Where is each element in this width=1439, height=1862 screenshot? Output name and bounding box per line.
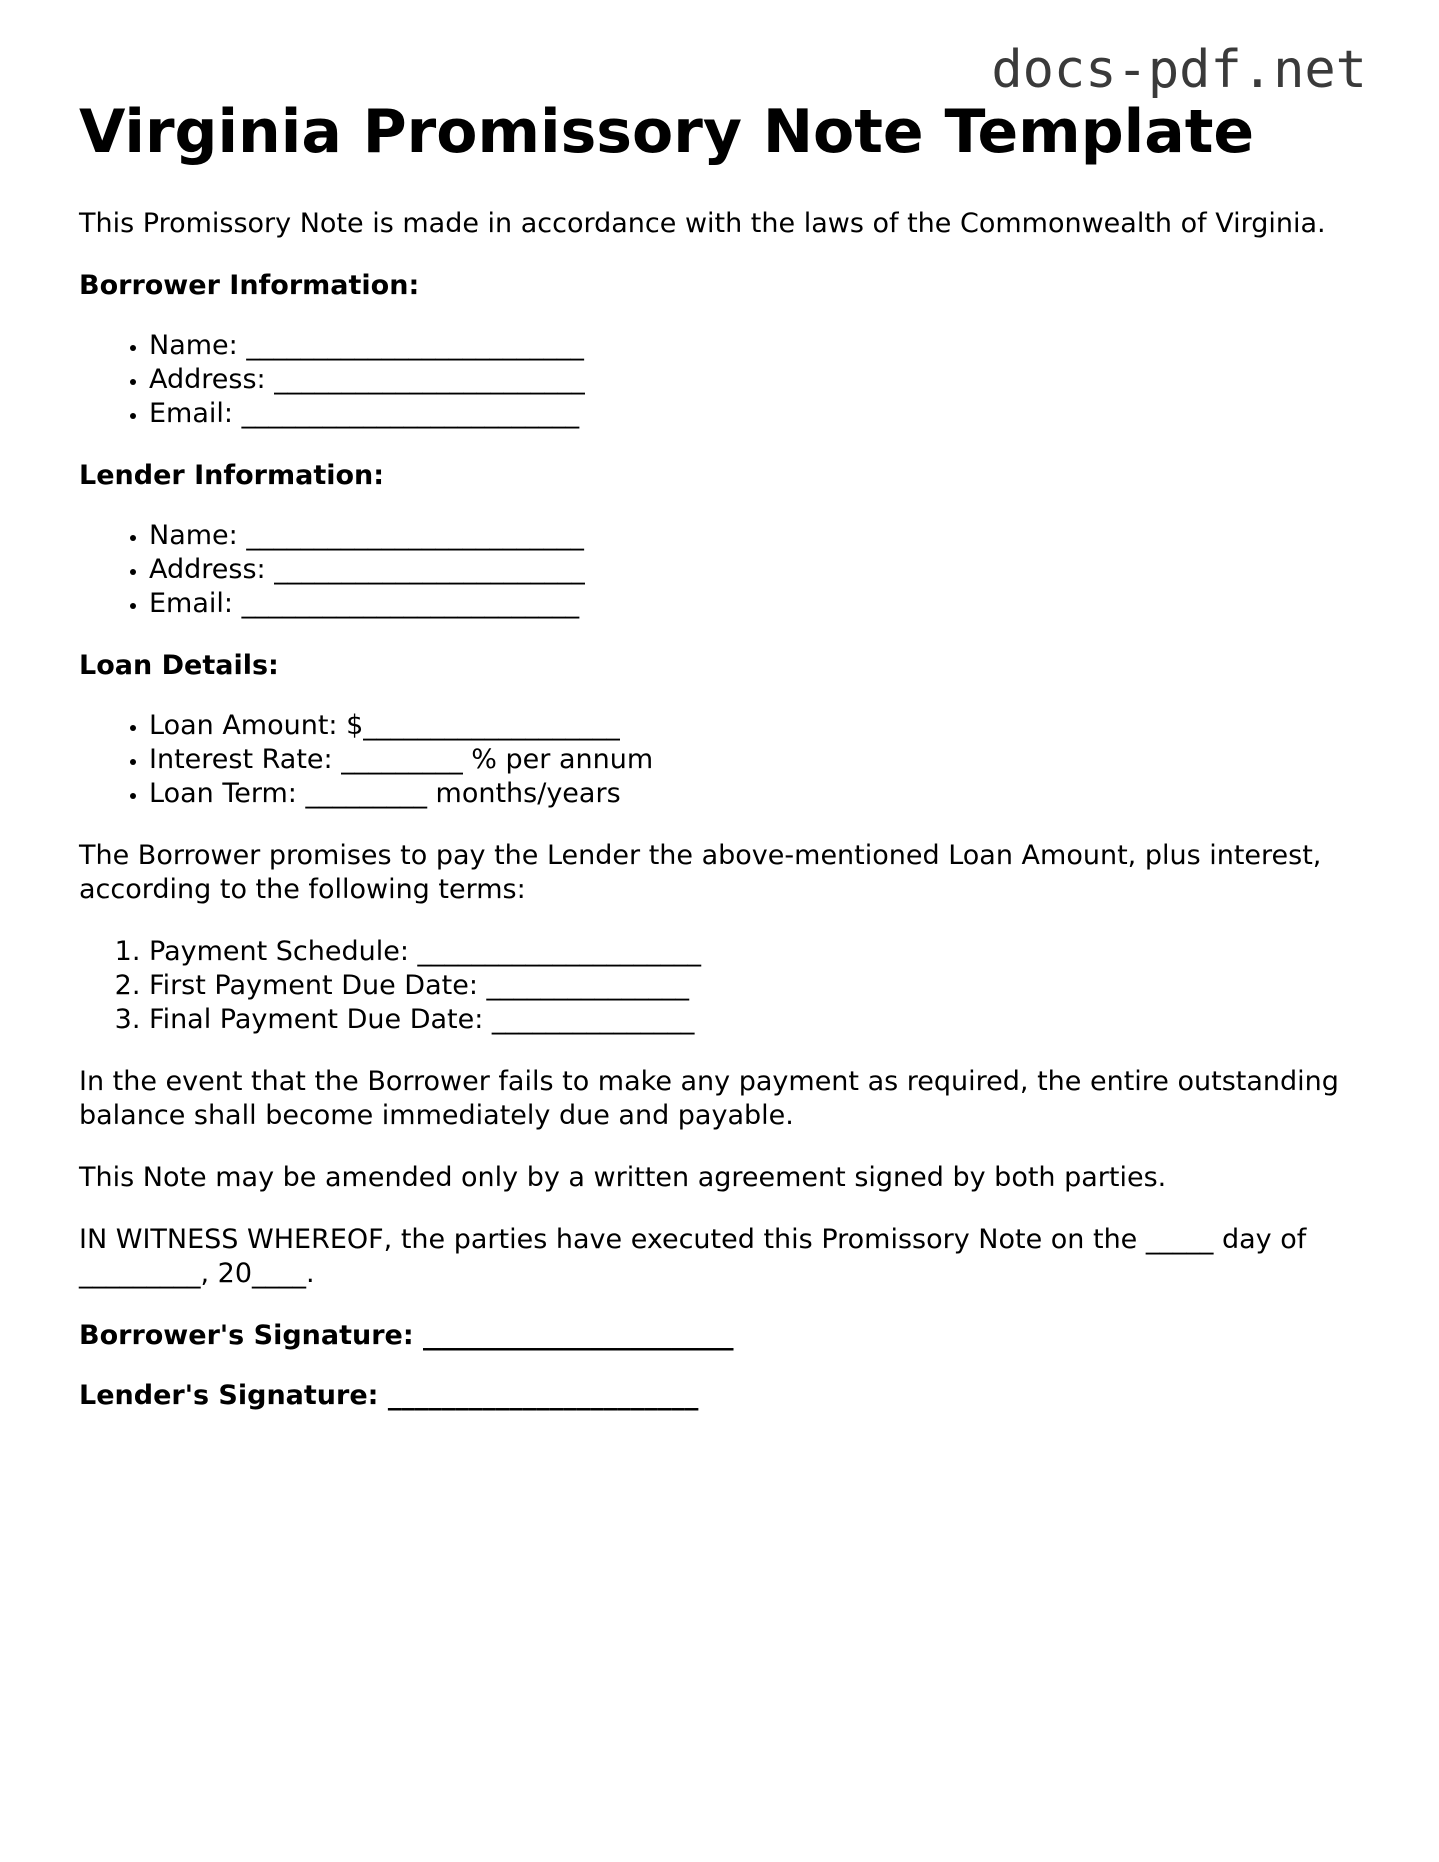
borrower-info-list <box>79 329 1369 431</box>
borrower-signature-line: Borrower's Signature: _______________________ <box>79 1320 734 1351</box>
loan-details-list <box>79 709 1369 811</box>
amendment-clause: This Note may be amended only by a written agreement signed by both parties. <box>79 1162 1167 1193</box>
loan-amount-field: • Loan Amount: $___________________ <box>149 709 1369 743</box>
borrower-email-field: • Email: _________________________ <box>149 397 1369 431</box>
watermark: docs-pdf.net <box>991 40 1367 100</box>
payment-schedule-field: 1. Payment Schedule: _____________________ <box>149 935 1369 969</box>
borrower-name-field: • Name: _________________________ <box>149 329 1369 363</box>
default-clause: In the event that the Borrower fails to make any payment as required, the entire outstanding balance shall become immediately due and payable. <box>79 1066 1339 1131</box>
interest-rate-field: • Interest Rate: _________ % per annum <box>149 743 1369 777</box>
lender-name-field: • Name: _________________________ <box>149 519 1369 553</box>
borrower-address-field: • Address: _______________________ <box>149 363 1369 397</box>
document-page <box>79 98 1369 1439</box>
lender-heading: Lender Information: <box>79 460 385 491</box>
lender-email-field: • Email: _________________________ <box>149 587 1369 621</box>
borrower-heading: Borrower Information: <box>79 270 420 301</box>
loan-details-heading: Loan Details: <box>79 650 279 681</box>
promise-paragraph: The Borrower promises to pay the Lender the above-mentioned Loan Amount, plus interest, according to the following terms: <box>79 840 1322 905</box>
loan-term-field: • Loan Term: _________ months/years <box>149 777 1369 811</box>
lender-address-field: • Address: _______________________ <box>149 553 1369 587</box>
final-payment-date-field: 3. Final Payment Due Date: _______________ <box>149 1003 1369 1037</box>
first-payment-date-field: 2. First Payment Due Date: _______________ <box>149 969 1369 1003</box>
payment-terms-list <box>79 935 1369 1037</box>
witness-clause: IN WITNESS WHEREOF, the parties have executed this Promissory Note on the _____ day of _________, 20____. <box>79 1224 1307 1289</box>
document-title: Virginia Promissory Note Template <box>79 97 1255 167</box>
lender-signature-line: Lender's Signature: _______________________ <box>79 1380 699 1411</box>
lender-info-list <box>79 519 1369 621</box>
intro-paragraph: This Promissory Note is made in accordance with the laws of the Commonwealth of Virginia. <box>79 208 1326 239</box>
